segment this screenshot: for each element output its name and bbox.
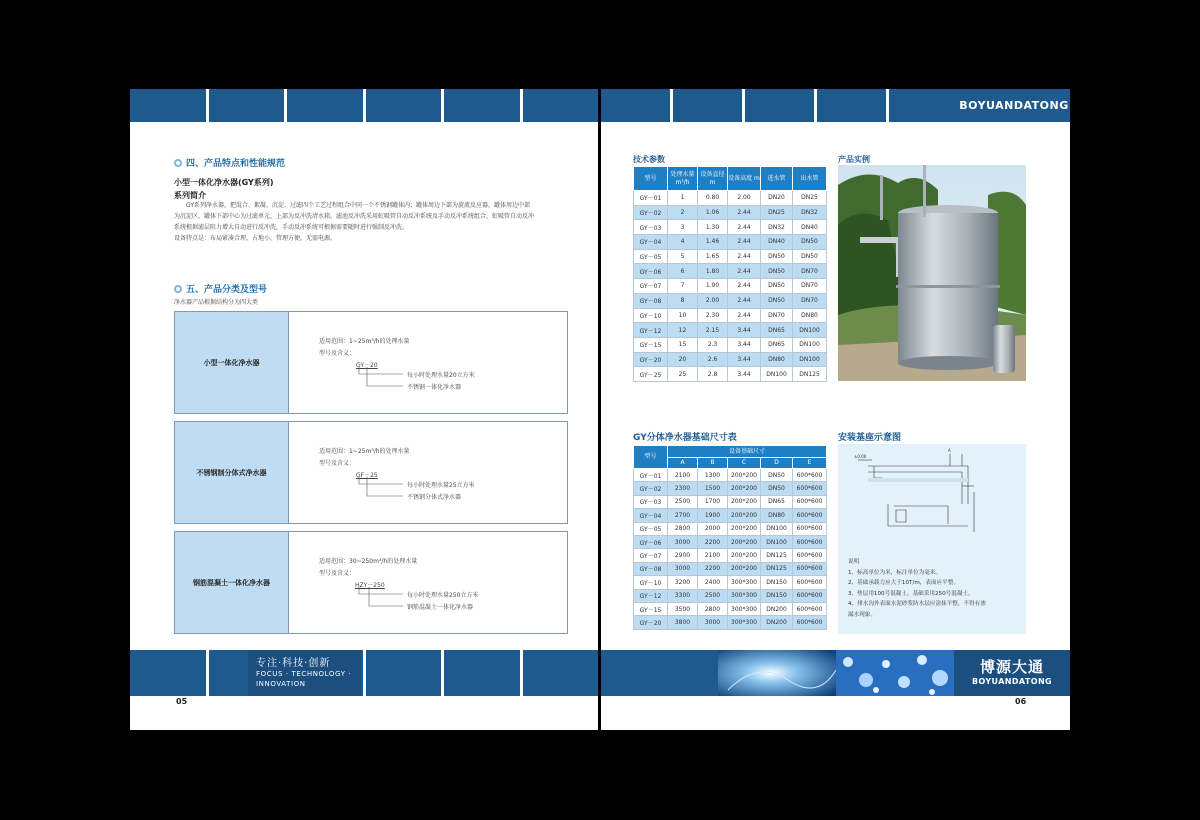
base-col-header: E (793, 458, 827, 469)
table-cell: 0.80 (698, 191, 728, 206)
table-cell: DN200 (761, 616, 793, 629)
table-row (634, 308, 827, 323)
base-col-header: A (668, 458, 698, 469)
brand-header: BOYUANDATONG (958, 89, 1070, 122)
table-cell: 2.44 (728, 235, 761, 250)
product-photo (838, 165, 1026, 381)
table-cell: DN32 (793, 205, 827, 220)
table-cell: 2.44 (728, 249, 761, 264)
product-box-hzy: 钢筋混凝土一体化净水器 适用范围：30~250m³/h的处理水量 型号及含义： HZY－250 每小时处理水量250立方米 钢筋混凝土一体化净水器 (174, 531, 568, 634)
table-cell: 1.80 (698, 264, 728, 279)
top-band (130, 89, 598, 122)
table-cell: 2.30 (698, 308, 728, 323)
table-cell: DN50 (761, 469, 793, 482)
table-cell: GY－20 (634, 616, 668, 629)
table-cell: DN25 (761, 205, 793, 220)
table-cell: 600*600 (793, 469, 827, 482)
table-row (634, 205, 827, 220)
table-cell: GY－10 (634, 308, 668, 323)
table-cell: 2.44 (728, 293, 761, 308)
bullet-circle-icon (174, 285, 182, 293)
install-diagram (838, 444, 1026, 634)
slogan-box: 专注·科技·创新 FOCUS · TECHNOLOGY · INNOVATION (248, 650, 361, 696)
table-cell: DN20 (761, 191, 793, 206)
tech-header-cell: 进水管 (761, 167, 793, 191)
table-cell: DN100 (793, 352, 827, 367)
table-cell: DN100 (793, 323, 827, 338)
right-page (601, 89, 1070, 730)
table-cell: 1300 (698, 469, 728, 482)
table-cell: DN80 (793, 308, 827, 323)
table-cell: GY－08 (634, 293, 668, 308)
table-cell: DN40 (761, 235, 793, 250)
table-cell: 2.00 (698, 293, 728, 308)
table-cell: 600*600 (793, 576, 827, 589)
table-cell: 2500 (698, 589, 728, 602)
table-cell: 2500 (668, 495, 698, 508)
tech-header-cell: 设备高度 m (728, 167, 761, 191)
table-cell: 20 (668, 352, 698, 367)
tech-params-title: 技术参数 (633, 155, 665, 164)
table-cell: 25 (668, 367, 698, 382)
table-cell: DN125 (793, 367, 827, 382)
model-bracket-lines (289, 422, 569, 525)
table-cell: DN50 (761, 279, 793, 294)
table-cell: 1.65 (698, 249, 728, 264)
table-cell: 3000 (698, 616, 728, 629)
tech-header-cell: 型号 (634, 167, 668, 191)
table-cell: GY－08 (634, 562, 668, 575)
table-cell: DN50 (761, 482, 793, 495)
table-cell: 200*200 (728, 509, 761, 522)
table-row (634, 616, 827, 629)
table-cell: GY－05 (634, 522, 668, 535)
table-cell: 1.30 (698, 220, 728, 235)
table-row (634, 323, 827, 338)
table-cell: 2.8 (698, 367, 728, 382)
table-cell: 600*600 (793, 509, 827, 522)
table-cell: 15 (668, 337, 698, 352)
table-cell: 2.44 (728, 264, 761, 279)
table-cell: 200*200 (728, 482, 761, 495)
table-cell: 3000 (668, 562, 698, 575)
photo-title: 产品实例 (838, 155, 870, 164)
table-cell: 600*600 (793, 602, 827, 615)
table-cell: 2100 (668, 469, 698, 482)
table-cell: DN70 (793, 293, 827, 308)
table-cell: 3.44 (728, 367, 761, 382)
table-cell: GY－15 (634, 602, 668, 615)
section5-title: 五、产品分类及型号 (174, 282, 267, 295)
table-cell: GY－10 (634, 576, 668, 589)
table-row (634, 264, 827, 279)
table-cell: DN65 (761, 495, 793, 508)
table-cell: DN200 (761, 602, 793, 615)
table-cell: 1.90 (698, 279, 728, 294)
table-cell: GY－01 (634, 191, 668, 206)
tech-header-cell: 处理水量 m³/h (668, 167, 698, 191)
table-cell: DN100 (793, 337, 827, 352)
tech-header-cell: 设备直径 m (698, 167, 728, 191)
base-col-header: B (698, 458, 728, 469)
table-cell: GY－02 (634, 482, 668, 495)
table-cell: 2200 (698, 535, 728, 548)
table-cell: GY－12 (634, 323, 668, 338)
table-cell: DN100 (761, 535, 793, 548)
svg-text:±0.00: ±0.00 (854, 454, 867, 459)
table-cell: GY－03 (634, 495, 668, 508)
product-name: 小型一体化净水器 (175, 312, 289, 413)
table-cell: 300*300 (728, 616, 761, 629)
table-cell: DN150 (761, 576, 793, 589)
table-cell: 1.06 (698, 205, 728, 220)
table-row (634, 220, 827, 235)
table-row (634, 249, 827, 264)
table-cell: DN25 (793, 191, 827, 206)
base-header-model: 型号 (634, 446, 668, 469)
table-cell: 12 (668, 323, 698, 338)
table-cell: DN150 (761, 589, 793, 602)
table-cell: GY－06 (634, 264, 668, 279)
table-cell: 1700 (698, 495, 728, 508)
table-cell: 2.44 (728, 308, 761, 323)
table-row (634, 337, 827, 352)
table-cell: 600*600 (793, 522, 827, 535)
table-cell: DN50 (793, 249, 827, 264)
table-cell: DN125 (761, 562, 793, 575)
table-cell: DN80 (761, 509, 793, 522)
table-cell: 600*600 (793, 616, 827, 629)
table-row (634, 509, 827, 522)
intro-title: 系列简介 (174, 191, 206, 200)
table-row (634, 352, 827, 367)
table-cell: 600*600 (793, 495, 827, 508)
brand-logo: 博源大通 BOYUANDATONG (954, 650, 1070, 696)
foundation-section-drawing (838, 444, 1026, 554)
table-cell: 2 (668, 205, 698, 220)
table-cell: 3.44 (728, 323, 761, 338)
table-cell: GY－06 (634, 535, 668, 548)
table-cell: DN65 (761, 323, 793, 338)
table-cell: 2200 (698, 562, 728, 575)
table-cell: 3800 (668, 616, 698, 629)
tech-params-table (633, 166, 827, 382)
table-cell: 3 (668, 220, 698, 235)
tech-header-cell: 出水管 (793, 167, 827, 191)
table-cell: GY－07 (634, 549, 668, 562)
model-bracket-lines (289, 532, 569, 635)
table-cell: 2800 (668, 522, 698, 535)
product-box-gf: 不锈钢制分体式净水器 适用范围：1~25m³/h的处理水量 型号及含义： GF－25 每小时处理水量25立方米 不锈钢分体式净水器 (174, 421, 568, 524)
table-cell: 2700 (668, 509, 698, 522)
table-cell: 200*200 (728, 562, 761, 575)
table-row (634, 602, 827, 615)
table-cell: 300*300 (728, 576, 761, 589)
left-page (130, 89, 598, 730)
table-cell: DN50 (793, 235, 827, 250)
product-name: 钢筋混凝土一体化净水器 (175, 532, 289, 633)
table-row (634, 522, 827, 535)
section5-subtitle: 净水器产品根据结构分为四大类 (174, 299, 259, 306)
table-cell: 7 (668, 279, 698, 294)
table-cell: 600*600 (793, 589, 827, 602)
table-cell: 3000 (668, 535, 698, 548)
intro-paragraph: GY系列净水器，把混合、絮凝、沉淀、过滤四个工艺过程组合中同一个不锈钢罐体内；罐体周边下部为旋流反应器，罐体周边中部 为沉淀区，罐体下部中心为过滤单元，上部为反冲洗清水箱。滤池反冲洗采用虹吸管自动反冲系统及手动反冲系统组合，虹吸管自动反冲 系统根据滤层阻力增大自动进行反冲洗，手动反冲系统可根据需要随时进行强制反冲洗。 设备特点是：布局紧凑合理，占地小，管理方便，无需电源。 (174, 202, 535, 242)
table-cell: DN32 (761, 220, 793, 235)
base-size-table (633, 445, 827, 630)
table-cell: DN50 (761, 293, 793, 308)
table-cell: 200*200 (728, 522, 761, 535)
notes: 说明 1、标高单位为米，标注单位为毫米。 2、基础承载力应大于10T/m，表面应平整。 3、垫层用100号混凝土，基础采用250号混凝土。 4、排水沟外表面水泥砂浆防水层应涂抹平整，不得有渗 漏水现象。 (848, 559, 986, 618)
product-title: 小型一体化净水器(GY系列) (174, 178, 274, 187)
table-cell: GY－02 (634, 205, 668, 220)
table-cell: DN40 (793, 220, 827, 235)
table-row (634, 191, 827, 206)
table-cell: 2900 (668, 549, 698, 562)
table-cell: DN70 (793, 264, 827, 279)
table-cell: 2.15 (698, 323, 728, 338)
table-cell: 6 (668, 264, 698, 279)
table-cell: 1.46 (698, 235, 728, 250)
water-droplets-image (836, 650, 954, 696)
table-cell: 2300 (668, 482, 698, 495)
table-row (634, 495, 827, 508)
table-cell: DN100 (761, 522, 793, 535)
table-cell: 2.44 (728, 220, 761, 235)
table-cell: 1900 (698, 509, 728, 522)
svg-text:A: A (948, 448, 951, 453)
table-cell: 2.3 (698, 337, 728, 352)
base-header-group: 设备基础尺寸 (668, 446, 827, 458)
water-purifier-tank-image (838, 165, 1026, 381)
table-cell: DN50 (761, 249, 793, 264)
table-cell: 600*600 (793, 549, 827, 562)
model-bracket-lines (289, 312, 569, 415)
table-cell: DN65 (761, 337, 793, 352)
install-diagram-title: 安装基座示意图 (838, 433, 902, 443)
table-cell: 3200 (668, 576, 698, 589)
table-cell: 200*200 (728, 535, 761, 548)
table-cell: 3.44 (728, 337, 761, 352)
table-cell: GY－25 (634, 367, 668, 382)
table-cell: 8 (668, 293, 698, 308)
table-cell: DN100 (761, 367, 793, 382)
table-cell: GY－12 (634, 589, 668, 602)
table-cell: DN70 (761, 308, 793, 323)
table-cell: 200*200 (728, 469, 761, 482)
table-cell: 1 (668, 191, 698, 206)
table-row (634, 367, 827, 382)
table-row (634, 535, 827, 548)
table-cell: 600*600 (793, 535, 827, 548)
table-cell: GY－04 (634, 509, 668, 522)
table-cell: GY－04 (634, 235, 668, 250)
table-cell: 4 (668, 235, 698, 250)
table-cell: 2400 (698, 576, 728, 589)
top-band (601, 89, 958, 122)
table-cell: 2.44 (728, 205, 761, 220)
table-cell: DN70 (793, 279, 827, 294)
table-row (634, 235, 827, 250)
base-col-header: C (728, 458, 761, 469)
table-cell: GY－15 (634, 337, 668, 352)
bullet-circle-icon (174, 159, 182, 167)
table-cell: 200*200 (728, 495, 761, 508)
table-cell: 3.44 (728, 352, 761, 367)
table-cell: 600*600 (793, 562, 827, 575)
section4-title: 四、产品特点和性能规范 (174, 156, 285, 169)
base-col-header: D (761, 458, 793, 469)
table-cell: 3500 (668, 602, 698, 615)
table-cell: 2.6 (698, 352, 728, 367)
table-row (634, 469, 827, 482)
table-cell: 2000 (698, 522, 728, 535)
table-cell: 300*300 (728, 589, 761, 602)
table-row (634, 293, 827, 308)
table-cell: 2800 (698, 602, 728, 615)
table-cell: 3300 (668, 589, 698, 602)
page-number: 05 (176, 697, 188, 706)
table-cell: DN80 (761, 352, 793, 367)
table-cell: 2.44 (728, 279, 761, 294)
page-number: 06 (1015, 697, 1027, 706)
product-box-gy: 小型一体化净水器 适用范围：1~25m³/h的处理水量 型号及含义： GY－20 每小时处理水量20立方米 不锈钢一体化净水器 (174, 311, 568, 414)
table-cell: 2.00 (728, 191, 761, 206)
table-row (634, 549, 827, 562)
table-cell: GY－20 (634, 352, 668, 367)
bottom-band (130, 650, 598, 696)
table-cell: 2100 (698, 549, 728, 562)
table-cell: 1500 (698, 482, 728, 495)
table-row (634, 482, 827, 495)
table-row (634, 576, 827, 589)
table-cell: DN125 (761, 549, 793, 562)
water-splash-image (718, 650, 836, 696)
bottom-band (601, 650, 718, 696)
table-row (634, 562, 827, 575)
table-cell: 600*600 (793, 482, 827, 495)
table-cell: GY－01 (634, 469, 668, 482)
table-cell: 10 (668, 308, 698, 323)
table-cell: GY－07 (634, 279, 668, 294)
table-cell: GY－05 (634, 249, 668, 264)
table-cell: 5 (668, 249, 698, 264)
table-cell: 300*300 (728, 602, 761, 615)
table-cell: GY－03 (634, 220, 668, 235)
base-size-title: GY分体净水器基础尺寸表 (633, 433, 737, 443)
table-cell: DN50 (761, 264, 793, 279)
table-cell: 200*200 (728, 549, 761, 562)
table-row (634, 589, 827, 602)
table-row (634, 279, 827, 294)
product-name: 不锈钢制分体式净水器 (175, 422, 289, 523)
